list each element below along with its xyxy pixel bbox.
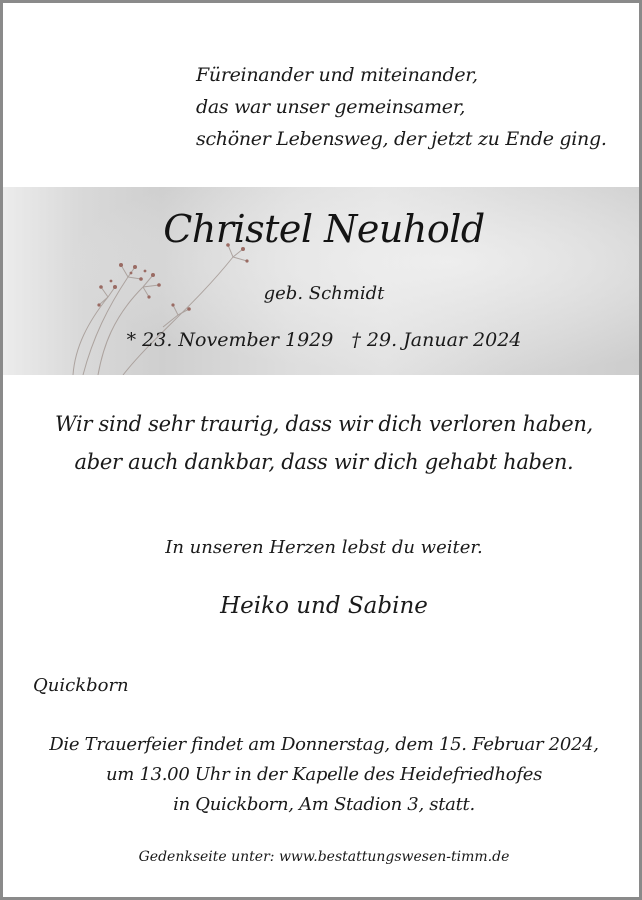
mourners-names: Heiko und Sabine (220, 593, 428, 619)
place-name: Quickborn (33, 675, 129, 696)
service-line: in Quickborn, Am Stadion 3, statt. (173, 794, 475, 815)
birth-date: * 23. November 1929 (126, 329, 334, 351)
quote-line: Wir sind sehr traurig, dass wir dich verloren haben, (55, 412, 593, 436)
intro-verse (196, 59, 607, 155)
funeral-service-info (3, 730, 642, 820)
mourning-quote (3, 405, 642, 481)
intro-line: das war unser gemeinsamer, (196, 96, 466, 118)
life-dates (3, 329, 642, 351)
memorial-page-footer: Gedenkseite unter: www.bestattungswesen-timm.de (138, 849, 510, 865)
hearts-line: In unseren Herzen lebst du weiter. (165, 537, 483, 558)
intro-line: schöner Lebensweg, der jetzt zu Ende ging. (196, 128, 607, 150)
deceased-name: Christel Neuhold (163, 207, 485, 251)
birth-name: geb. Schmidt (263, 283, 385, 304)
death-date: † 29. Januar 2024 (351, 329, 522, 351)
service-line: um 13.00 Uhr in der Kapelle des Heidefriedhofes (105, 764, 543, 785)
quote-line: aber auch dankbar, dass wir dich gehabt haben. (74, 450, 574, 474)
intro-line: Füreinander und miteinander, (196, 64, 478, 86)
service-line: Die Trauerfeier findet am Donnerstag, dem 15. Februar 2024, (49, 734, 599, 755)
